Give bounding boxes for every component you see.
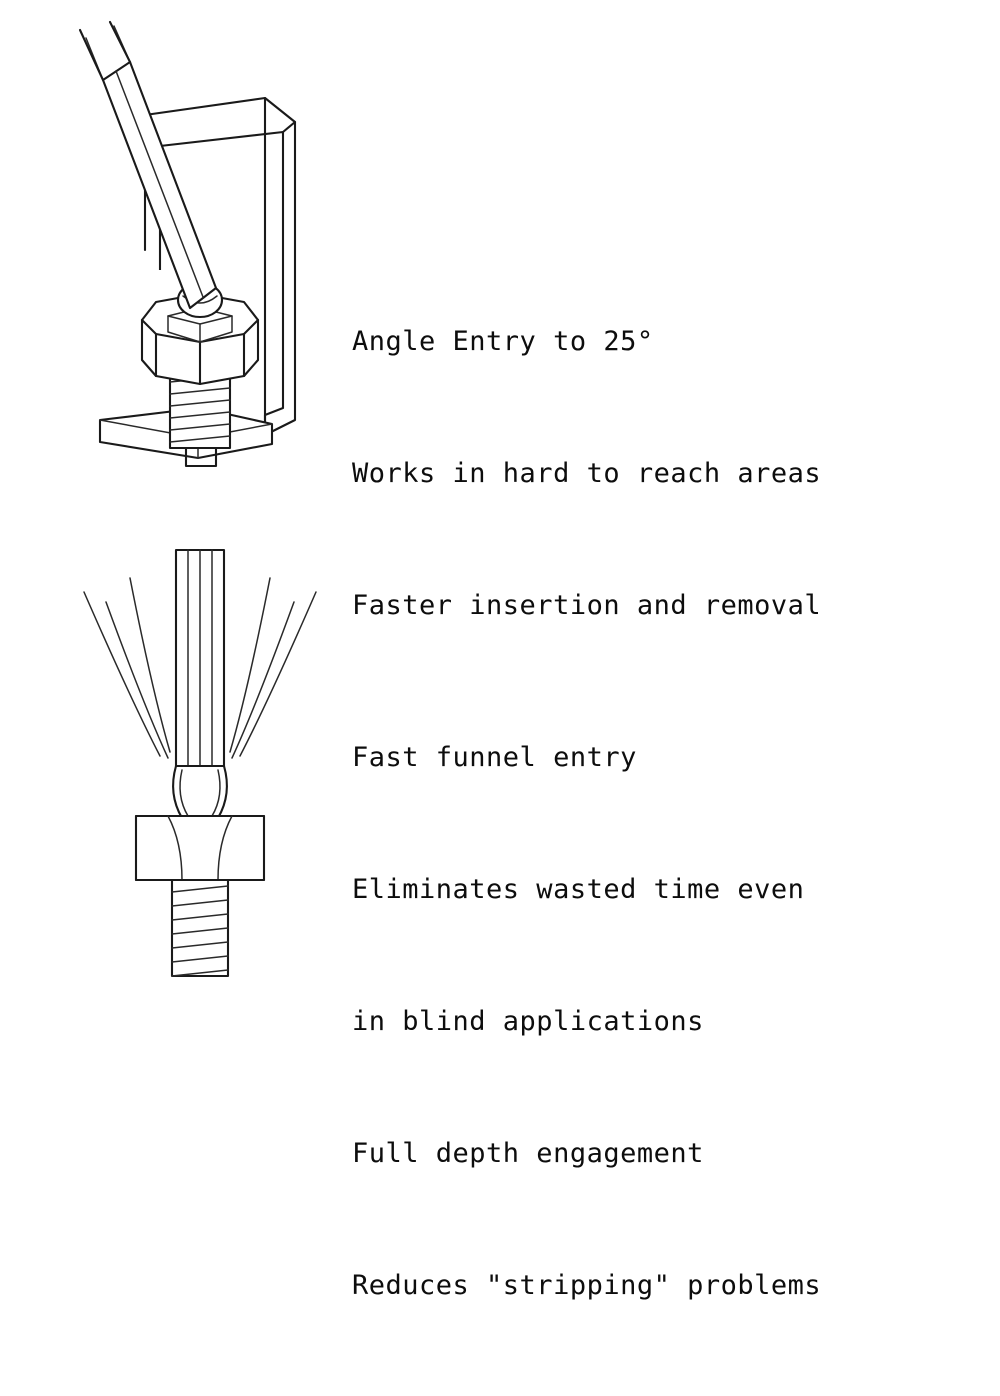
caption-line: Works in hard to reach areas — [352, 458, 822, 489]
funnel-entry-svg — [40, 520, 360, 980]
panel-angle-entry — [0, 0, 1000, 621]
caption-line: Full depth engagement — [352, 1138, 704, 1169]
caption-line: Faster insertion and removal — [352, 590, 822, 621]
caption-line: Fast funnel entry — [352, 742, 637, 773]
caption-funnel-entry — [352, 648, 821, 1396]
angle-entry-hex-key-in-socket-screw-diagram — [40, 20, 360, 480]
panel-funnel-entry — [0, 500, 1000, 1301]
caption-line: in blind applications — [352, 1006, 704, 1037]
angle-entry-svg — [40, 20, 360, 480]
funnel-entry-hex-key-alignment-diagram — [40, 520, 360, 980]
caption-line: Angle Entry to 25° — [352, 326, 654, 357]
caption-line: Eliminates wasted time even — [352, 874, 805, 905]
caption-line: Reduces "stripping" problems — [352, 1270, 822, 1301]
